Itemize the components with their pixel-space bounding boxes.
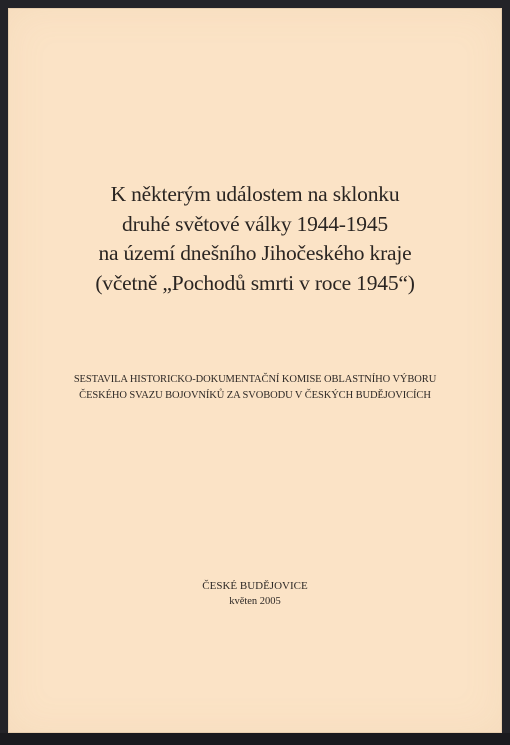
compiler-credit [8,372,502,404]
imprint-date: květen 2005 [229,596,281,607]
title-line-3: na území dnešního Jihočeského kraje [98,241,412,265]
cover-title [8,180,502,298]
book-cover [8,8,502,733]
imprint-city: ČESKÉ BUDĚJOVICE [202,580,308,592]
title-line-1: K některým událostem na sklonku [110,182,400,206]
compiler-credit-line-1: SESTAVILA HISTORICKO-DOKUMENTAČNÍ KOMISE OBLASTNÍHO VÝBORU [73,374,437,385]
compiler-credit-line-2: ČESKÉHO SVAZU BOJOVNÍKŮ ZA SVOBODU V ČESKÝCH BUDĚJOVICÍCH [79,390,431,401]
title-line-2: druhé světové války 1944-1945 [122,211,388,236]
title-line-4: (včetně „Pochodů smrti v roce 1945“) [95,270,415,295]
scan-bottom-edge [0,733,510,745]
imprint [8,578,502,610]
